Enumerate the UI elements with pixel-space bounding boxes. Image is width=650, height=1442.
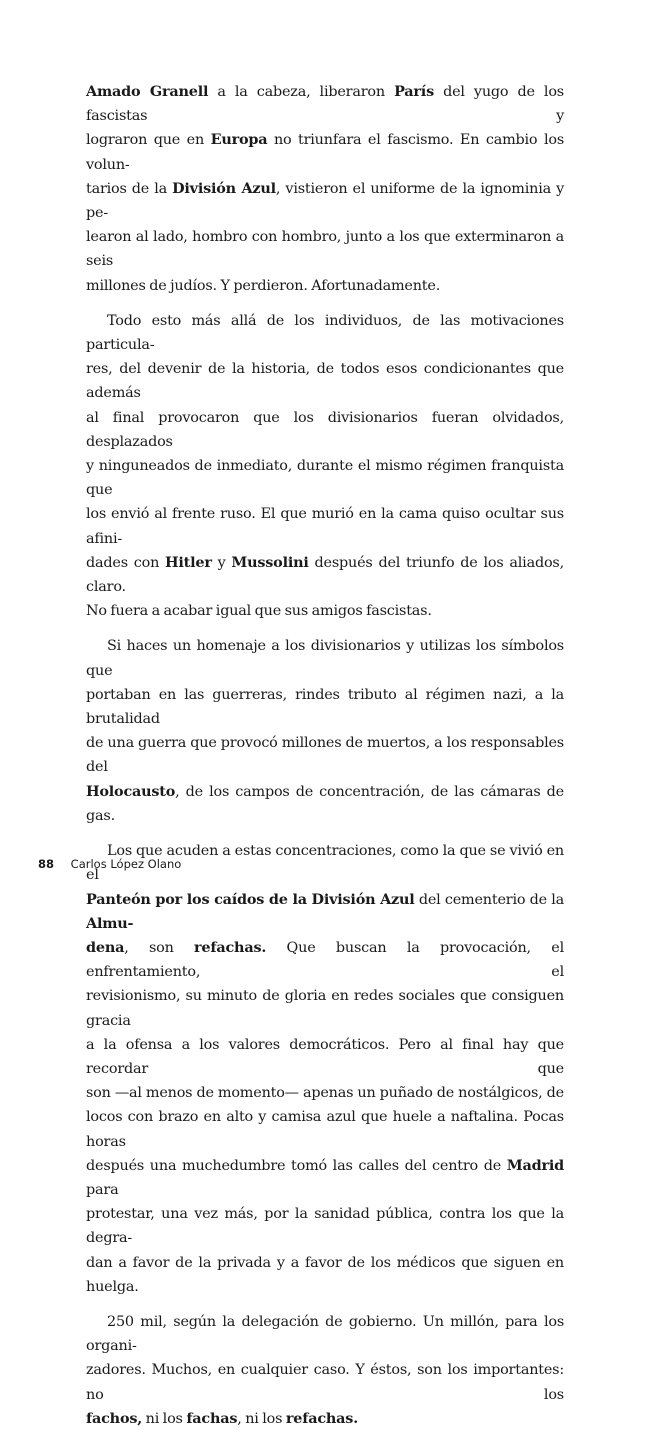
text-run: lograron que en <box>86 132 211 149</box>
text-run: No fuera a acabar igual que sus amigos fascistas. <box>86 603 432 620</box>
paragraph <box>86 309 564 624</box>
text-run: , de los campos de concentración, de las cámaras de gas. <box>86 783 564 824</box>
text-line <box>86 309 564 357</box>
text-run: no triunfara el fascismo. En cambio los volun- <box>86 132 564 173</box>
text-run: dan a favor de la privada y a favor de los médicos que siguen en huelga. <box>86 1254 564 1295</box>
text-run: , vistieron el uniforme de la ignominia y pe- <box>86 180 565 222</box>
text-run: Que buscan la provocación, el enfrentamiento, el <box>86 939 564 981</box>
text-line <box>86 936 564 984</box>
bold-term: dena <box>86 938 125 956</box>
text-run: del cementerio de la <box>414 891 565 908</box>
bold-term: Madrid <box>506 1156 564 1174</box>
text-line <box>86 502 564 550</box>
bold-term: Mussolini <box>231 553 309 571</box>
text-run: tarios de la <box>86 180 173 197</box>
text-run: del yugo de los fascistas y <box>86 84 564 125</box>
text-line <box>86 274 564 298</box>
text-run: a la ofensa a los valores democráticos. Pero al final hay que recordar que <box>86 1036 564 1077</box>
text-line <box>86 1407 564 1431</box>
text-line <box>86 984 564 1032</box>
text-line <box>86 683 564 731</box>
paragraph <box>86 80 564 298</box>
text-line <box>86 225 564 273</box>
bold-term: Amado Granell <box>86 83 209 100</box>
bold-term: Europa <box>210 131 268 149</box>
text-run: locos con brazo en alto y camisa azul que huele a naftalina. Pocas horas <box>86 1109 564 1150</box>
text-run: al final provocaron que los divisionarios fueran olvidados, desplazados <box>86 409 564 450</box>
bold-term: Holocausto <box>86 782 176 800</box>
text-line <box>86 1251 564 1299</box>
text-line <box>86 1033 564 1081</box>
text-run: para <box>86 1181 119 1198</box>
text-run: learon al lado, hombro con hombro, junto a los que exterminaron a seis <box>86 229 564 270</box>
running-author: Carlos López Olano <box>70 857 182 871</box>
text-run: , ni los <box>237 1410 286 1427</box>
text-run: dades con <box>86 554 166 571</box>
text-run: protestar, una vez más, por la sanidad pública, contra los que la degra- <box>86 1206 564 1247</box>
text-run: zadores. Muchos, en cualquier caso. Y éstos, son los importantes: no los <box>86 1362 564 1403</box>
bold-term: Panteón por los caídos de la División Azul <box>86 890 415 908</box>
text-run: Si haces un homenaje a los divisionarios y utilizas los símbolos que <box>86 638 564 679</box>
paragraph <box>86 1310 564 1431</box>
text-line <box>86 551 564 599</box>
text-run: Todo esto más allá de los individuos, de las motivaciones particula- <box>86 312 564 354</box>
text-run: ni los <box>142 1410 187 1427</box>
bold-term: Almu- <box>86 914 134 932</box>
text-line <box>86 780 564 828</box>
text-line <box>86 1310 564 1358</box>
text-run: millones de judíos. Y perdieron. Afortunadamente. <box>86 277 441 294</box>
text-line <box>86 1154 564 1202</box>
text-line <box>86 80 564 128</box>
text-line <box>86 1358 564 1406</box>
body-text <box>86 80 564 1442</box>
text-line <box>86 1081 564 1105</box>
bold-term: División Azul <box>172 179 276 197</box>
text-line <box>86 357 564 405</box>
text-line <box>86 454 564 502</box>
text-line <box>86 634 564 682</box>
text-line <box>86 177 564 225</box>
text-run: de una guerra que provocó millones de muertos, a los responsables del <box>86 735 564 776</box>
bold-term: fachos, <box>86 1409 143 1427</box>
text-run: res, del devenir de la historia, de todos esos condicionantes que además <box>86 361 564 402</box>
text-run: después una muchedumbre tomó las calles del centro de <box>86 1157 507 1174</box>
text-run: portaban en las guerreras, rindes tributo al régimen nazi, a la brutalidad <box>86 686 564 728</box>
text-line <box>86 406 564 454</box>
bold-term: refachas. <box>285 1409 359 1427</box>
paragraph <box>86 634 564 828</box>
text-run: y <box>211 554 232 571</box>
text-run: Los que acuden a estas concentraciones, como la que se vivió en el <box>86 843 564 884</box>
text-run: 250 mil, según la delegación de gobierno. Un millón, para los organi- <box>86 1313 564 1355</box>
page-number: 88 <box>38 857 55 871</box>
page-footer <box>38 857 181 871</box>
text-run: y ninguneados de inmediato, durante el mismo régimen franquista que <box>86 458 564 499</box>
paragraph <box>86 839 564 1299</box>
text-run: revisionismo, su minuto de gloria en redes sociales que consiguen gracia <box>86 988 564 1029</box>
text-line <box>86 599 564 623</box>
text-run: , son <box>124 939 195 956</box>
text-line <box>86 1105 564 1153</box>
bold-term: Hitler <box>165 553 212 571</box>
bold-term: refachas. <box>194 938 267 956</box>
bold-term: París <box>394 83 434 100</box>
text-run: a la cabeza, liberaron <box>208 84 395 100</box>
text-run: son —al menos de momento— apenas un puñado de nostálgicos, de <box>86 1085 564 1102</box>
text-run: después del triunfo de los aliados, claro. <box>86 554 564 596</box>
text-line <box>86 128 564 176</box>
text-line <box>86 888 564 936</box>
text-line <box>86 731 564 779</box>
bold-term: fachas <box>186 1409 238 1427</box>
text-run: los envió al frente ruso. El que murió en la cama quiso ocultar sus afini- <box>86 506 564 547</box>
text-line <box>86 1202 564 1250</box>
